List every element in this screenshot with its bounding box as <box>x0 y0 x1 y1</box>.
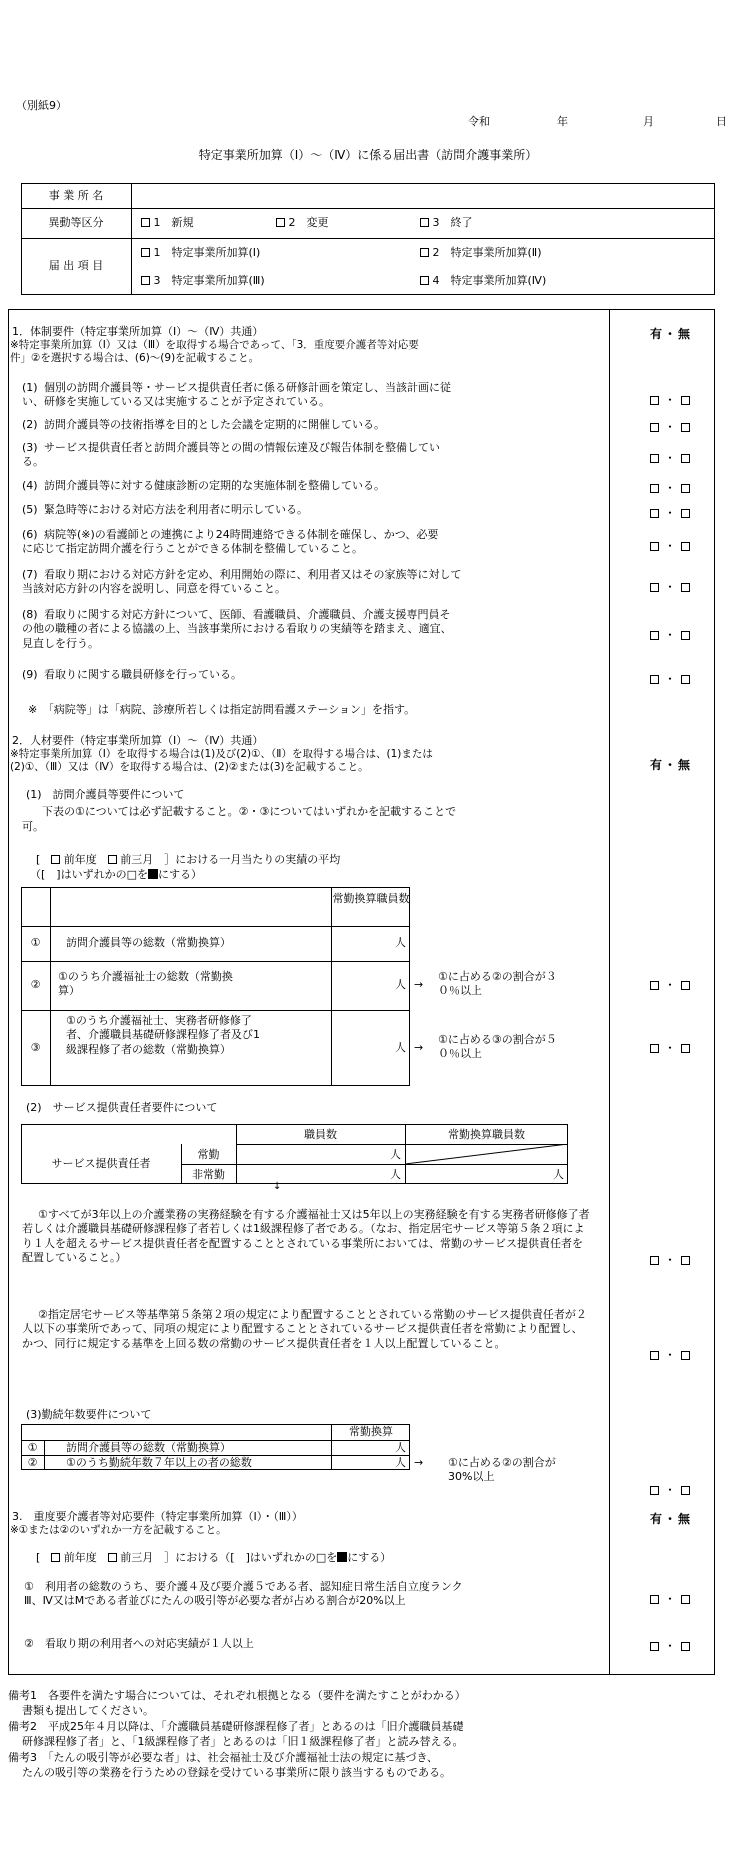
sec3-title: 3. 重度要介護者等対応要件（特定事業所加算（Ⅰ）・（Ⅲ）） <box>12 1510 303 1523</box>
filled-square-icon <box>337 1552 347 1562</box>
office-name-label: 事 業 所 名 <box>48 189 104 202</box>
checkbox-icon <box>141 248 150 257</box>
col-fte-count: 常勤換算職員数 <box>448 1128 525 1141</box>
item-opt-4[interactable]: 4 特定事業所加算(Ⅳ) <box>420 274 546 288</box>
sec1-item-9-yesno[interactable]: ・ <box>640 672 700 688</box>
row-unit[interactable]: 人 <box>395 978 406 991</box>
sec3-item-2-yesno[interactable]: ・ <box>640 1639 700 1655</box>
row-label: ①のうち勤続年数７年以上の者の総数 <box>66 1456 252 1469</box>
sec2-cond-2-yesno[interactable]: ・ <box>640 1348 700 1364</box>
checkbox-icon[interactable] <box>51 855 60 864</box>
sec3-item-2: ② 看取り期の利用者への対応実績が１人以上 <box>24 1637 254 1650</box>
row-label: ①のうち介護福祉士、実務者研修修了者、介護職員基礎研修課程修了者及び1級課程修了者の総数（常勤換算） <box>66 1014 260 1056</box>
sec1-item-3-yesno[interactable]: ・ <box>640 451 700 467</box>
sec1-yesno-header: 有 ・ 無 <box>649 327 691 341</box>
sec2-note-2: (2)①、（Ⅲ）又は（Ⅳ）を取得する場合は、(2)②または(3)を記載すること。 <box>10 761 369 773</box>
date-year: 年 <box>557 115 568 128</box>
row-no: ① <box>27 1441 38 1454</box>
remark-2-line-2: 研修課程修了者」と、「1級課程修了者」とあるのは「旧１級課程修了者」と読み替える。 <box>22 1735 464 1748</box>
sec2-sub2-title: (2) サービス提供責任者要件について <box>26 1101 218 1114</box>
diagonal-line <box>405 1144 568 1164</box>
checkbox-icon <box>420 218 429 227</box>
sec1-item-8: (8) 看取りに関する対応方針について、医師、看護職員、介護職員、介護支援専門員そ の他の職種の者による協議の上、当該事業所における看取りの実績等を踏まえ、適宜、 見直しを行う。 <box>22 608 452 650</box>
change-opt-modify[interactable]: 2 変更 <box>276 216 329 230</box>
checkbox-icon <box>420 276 429 285</box>
sec1-item-1-yesno[interactable]: ・ <box>640 393 700 409</box>
part-time-count[interactable]: 人 <box>390 1168 401 1181</box>
row-unit[interactable]: 人 <box>395 1456 406 1469</box>
sec2-tenure-yesno[interactable]: ・ <box>640 1483 700 1499</box>
sec1-item-8-yesno[interactable]: ・ <box>640 628 700 644</box>
notify-items-label: 届 出 項 目 <box>48 259 104 272</box>
row-no: ① <box>30 936 41 949</box>
checkbox-icon[interactable] <box>51 1553 60 1562</box>
sec2-cond-1-yesno[interactable]: ・ <box>640 1253 700 1269</box>
sec2-cond-2: ②指定居宅サービス等基準第５条第２項の規定により配置することとされている常勤のサービス提供責任者が２人以下の事業所であって、同項の規定により配置することとされているサービス提供責任者を常勤により配置し、かつ、同行に規定する基準を上回る数の常勤のサービス提供責任者を１人以上配置していること。 <box>22 1308 587 1350</box>
item-opt-2[interactable]: 2 特定事業所加算(Ⅱ) <box>420 246 542 260</box>
sec2-sub1-title: (1) 訪問介護員等要件について <box>26 788 185 801</box>
sec3-item-1-yesno[interactable]: ・ <box>640 1592 700 1608</box>
checkbox-icon <box>141 276 150 285</box>
full-time-label: 常勤 <box>197 1148 220 1161</box>
row-unit[interactable]: 人 <box>395 936 406 949</box>
row-label: 訪問介護員等の総数（常勤換算） <box>66 1441 231 1454</box>
checkbox-icon <box>276 218 285 227</box>
col-staff-count: 職員数 <box>304 1128 337 1141</box>
sec1-item-4: (4) 訪問介護員等に対する健康診断の定期的な実施体制を整備している。 <box>22 479 385 492</box>
remark-3-line-2: たんの吸引等の業務を行うための登録を受けている事業所に限り該当するものである。 <box>22 1766 451 1779</box>
sec1-item-3: (3) サービス提供責任者と訪問介護員等との間の情報伝達及び報告体制を整備してい る。 <box>22 441 440 469</box>
sec1-title: 1．体制要件（特定事業所加算（Ⅰ）～（Ⅳ）共通） <box>12 325 264 338</box>
sec1-item-2-yesno[interactable]: ・ <box>640 420 700 436</box>
sec1-note-2: 件」②を選択する場合は、(6)～(9)を記載すること。 <box>10 352 260 364</box>
service-mgr-label: サービス提供責任者 <box>51 1157 151 1170</box>
full-time-count[interactable]: 人 <box>390 1148 401 1161</box>
date-day: 日 <box>716 115 727 128</box>
sec2-title: 2．人材要件（特定事業所加算（Ⅰ）～（Ⅳ）共通） <box>12 734 264 747</box>
sec1-item-5: (5) 緊急時等における対応方法を利用者に明示している。 <box>22 503 308 516</box>
sec2-ratio2-yesno[interactable]: ・ <box>640 978 700 994</box>
arrow-down-icon: ↓ <box>273 1181 282 1192</box>
sec2-sub1-desc-1: 下表の①については必ず記載すること。②・③についてはいずれかを記載することで <box>42 805 457 818</box>
tenure-table-head: 常勤換算 <box>349 1425 393 1438</box>
date-month: 月 <box>643 115 654 128</box>
arrow-icon: → <box>414 1456 424 1469</box>
sec2-note-1: ※特定事業所加算（Ⅰ）を取得する場合は(1)及び(2)①、（Ⅱ）を取得する場合は、(1)または <box>10 748 433 760</box>
sec2-period-note: （[ ]はいずれかの□を にする） <box>30 868 202 881</box>
row-unit[interactable]: 人 <box>395 1441 406 1454</box>
staff-table-head: 常勤換算職員数 <box>332 892 410 905</box>
sec3-yesno-header: 有 ・ 無 <box>649 1512 691 1526</box>
remark-1-line-2: 書類も提出してください。 <box>22 1704 154 1717</box>
date-era: 令和 <box>468 115 490 128</box>
remark-2-line-1: 備考2 平成25年４月以降は、「介護職員基礎研修課程修了者」とあるのは「旧介護職員基礎 <box>8 1720 464 1733</box>
sec1-item-9: (9) 看取りに関する職員研修を行っている。 <box>22 668 242 681</box>
change-opt-new[interactable]: 1 新規 <box>141 216 194 230</box>
item-opt-1[interactable]: 1 特定事業所加算(Ⅰ) <box>141 246 260 260</box>
row-label: 訪問介護員等の総数（常勤換算） <box>66 936 231 949</box>
sec1-item-6: (6) 病院等(※)の看護師との連携により24時間連絡できる体制を確保し、かつ、必要 に応じて指定訪問介護を行うことができる体制を整備していること。 <box>22 528 439 556</box>
row-no: ③ <box>30 1041 41 1054</box>
sec1-item-2: (2) 訪問介護員等の技術指導を目的とした会議を定期的に開催している。 <box>22 418 385 431</box>
sec1-item-7-yesno[interactable]: ・ <box>640 580 700 596</box>
filled-square-icon <box>148 869 158 879</box>
sec2-yesno-header: 有 ・ 無 <box>649 758 691 772</box>
sec1-item-1: (1) 個別の訪問介護員等・サービス提供責任者に係る研修計画を策定し、当該計画に従 い、研修を実施している又は実施することが予定されている。 <box>22 381 451 409</box>
sec3-item-1: ① 利用者の総数のうち、要介護４及び要介護５である者、認知症日常生活自立度ランク Ⅲ、Ⅳ又はMである者並びにたんの吸引等が必要な者が占める割合が20%以上 <box>24 1580 463 1608</box>
ratio-label: ①に占める②の割合が３０％以上 <box>438 970 557 998</box>
row-no: ② <box>27 1456 38 1469</box>
sec2-sub3-title: (3)勤続年数要件について <box>26 1408 152 1421</box>
row-no: ② <box>30 978 41 991</box>
sec1-item-6-yesno[interactable]: ・ <box>640 539 700 555</box>
remark-1-line-1: 備考1 各要件を満たす場合については、それぞれ根拠となる（要件を満たすことがわかる） <box>8 1689 466 1702</box>
checkbox-icon[interactable] <box>108 1553 117 1562</box>
sec1-note-1: ※特定事業所加算（Ⅰ）又は（Ⅲ）を取得する場合であって、「3．重度要介護者等対応要 <box>10 339 419 351</box>
sec3-period-selector: [ 前年度 前三月 ］における（[ ]はいずれかの□を にする） <box>36 1551 392 1564</box>
sec2-period-selector: [ 前年度 前三月 ］における一月当たりの実績の平均 <box>36 853 341 866</box>
sec2-sub1-desc-2: 可。 <box>22 820 44 833</box>
sec1-item-7: (7) 看取り期における対応方針を定め、利用開始の際に、利用者又はその家族等に対して 当該対応方針の内容を説明し、同意を得ていること。 <box>22 568 462 596</box>
checkbox-icon <box>141 218 150 227</box>
ratio-label: ①に占める③の割合が５０％以上 <box>438 1033 557 1061</box>
fte-count[interactable]: 人 <box>553 1168 564 1181</box>
change-type-label: 異動等区分 <box>48 216 104 229</box>
ratio-label: ①に占める②の割合が30%以上 <box>448 1456 556 1484</box>
attachment-label: （別紙9） <box>16 99 67 112</box>
part-time-label: 非常勤 <box>192 1168 225 1181</box>
row-unit[interactable]: 人 <box>395 1041 406 1054</box>
page-title: 特定事業所加算（Ⅰ）～（Ⅳ）に係る届出書（訪問介護事業所） <box>198 148 538 162</box>
sec1-item-5-yesno[interactable]: ・ <box>640 506 700 522</box>
row-label: ①のうち介護福祉士の総数（常勤換算） <box>58 970 233 998</box>
sec2-cond-1: ①すべてが3年以上の介護業務の実務経験を有する介護福祉士又は5年以上の実務経験を有する実務者研修修了者若しくは介護職員基礎研修課程修了者若しくは1級課程修了者である。（なお、指定居宅サービス等第５条２項により１人を超えるサービス提供責任者を配置することとされている事業所においては、常勤のサービス提供責任者を配置していること。） <box>22 1208 590 1264</box>
checkbox-icon[interactable] <box>108 855 117 864</box>
change-opt-end[interactable]: 3 終了 <box>420 216 473 230</box>
sec3-note: ※①または②のいずれか一方を記載すること。 <box>10 1524 227 1536</box>
arrow-icon: → <box>414 1041 424 1054</box>
item-opt-3[interactable]: 3 特定事業所加算(Ⅲ) <box>141 274 265 288</box>
sec2-ratio3-yesno[interactable]: ・ <box>640 1041 700 1057</box>
office-name-field[interactable] <box>133 186 713 206</box>
remark-3-line-1: 備考3 「たんの吸引等が必要な者」は、社会福祉士及び介護福祉士法の規定に基づき、 <box>8 1751 439 1764</box>
sec1-footnote: ※ 「病院等」は「病院、診療所若しくは指定訪問看護ステーション」を指す。 <box>28 703 416 716</box>
arrow-icon: → <box>414 978 424 991</box>
checkbox-icon <box>420 248 429 257</box>
sec1-item-4-yesno[interactable]: ・ <box>640 481 700 497</box>
